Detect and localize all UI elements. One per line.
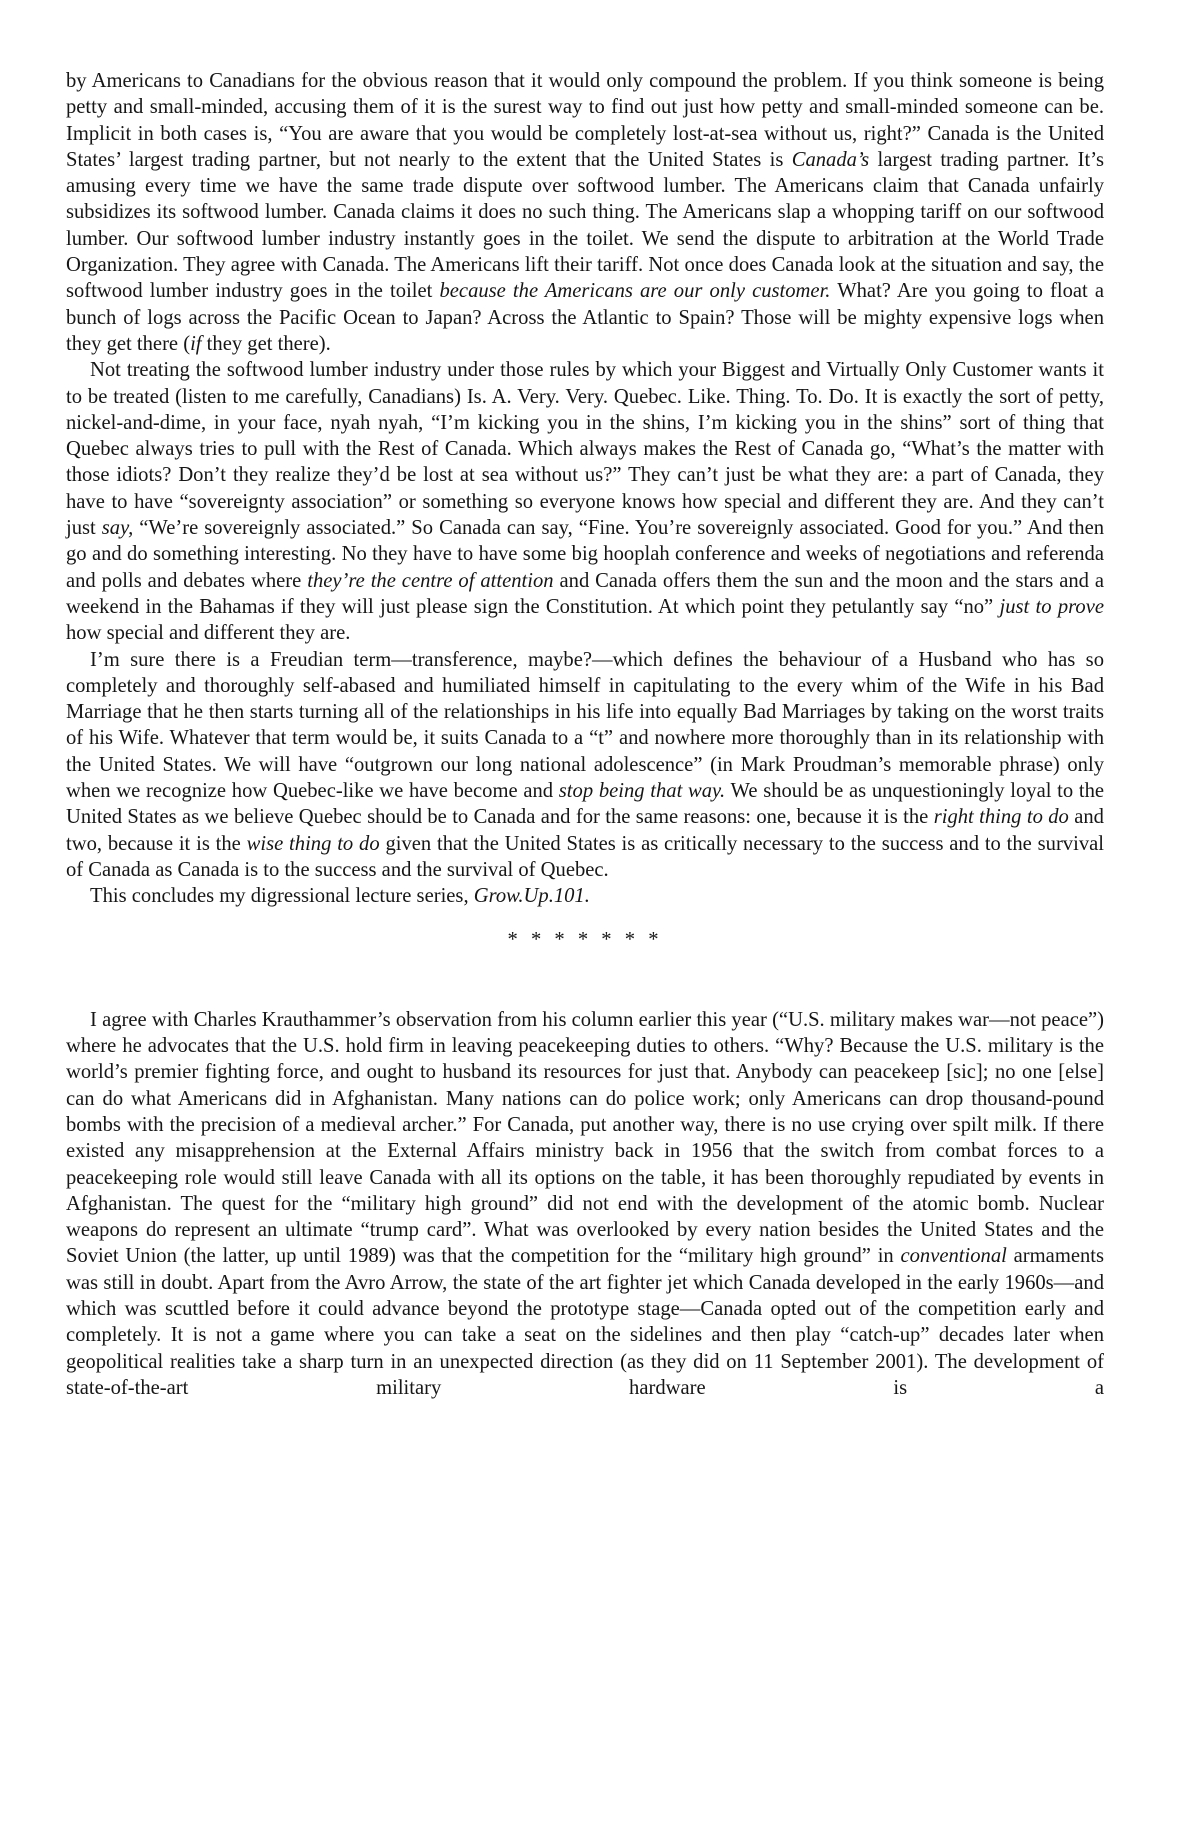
paragraph [66, 357, 1104, 646]
text-run: “We’re sovereignly associated.” So Canada can say, “Fine. You’re sovereignly associated. Good for you.” And then go and do something interesting. No they have to have some big hooplah conference and weeks of negotiations and referenda and polls and debates where [66, 517, 1105, 592]
text-run: and Canada offers them the sun and the moon and the stars and a weekend in the Bahamas if they will just please sign the Constitution. At which point they petulantly say “no” [66, 569, 1105, 618]
text-run: I agree with Charles Krauthammer’s observation from his column earlier this year (“U.S. military makes war—not peace”) where he advocates that the U.S. hold firm in leaving peacekeeping duties to others. “Why? Because the U.S. military is the world’s premier fighting force, and ought to husband its resources for just that. Anybody can peacekeep [sic]; no one [else] can do what Americans did in Afghanistan. Many nations can do police work; only Americans can drop thousand-pound bombs with the precision of a medieval archer.” For Canada, put another way, there is no use crying over spilt milk. If there existed any misapprehension at the External Affairs ministry back in 1956 that the switch from combat forces to a peacekeeping role would still leave Canada with all its options on the table, it has been thoroughly repudiated by events in Afghanistan. The quest for the “military high ground” did not end with the development of the atomic bomb. Nuclear weapons do represent an ultimate “trump card”. What was overlooked by every nation besides the United States and the Soviet Union (the latter, up until 1989) was that the competition for the “military high ground” in [66, 1008, 1104, 1268]
text-run: armaments was still in doubt. Apart from the Avro Arrow, the state of the art fighter jet which Canada developed in the early 1960s—and which was scuttled before it could advance beyond the prototype stage—Canada opted out of the competition early and completely. It is not a game where you can take a seat on the sidelines and then play “catch-up” decades later when geopolitical realities take a sharp turn in an unexpected direction (as they did on 11 September 2001). The development of state-of-the-art military hardware is a [66, 1245, 1105, 1399]
section-separator: * * * * * * * [507, 928, 663, 951]
text-run: largest trading partner. It’s amusing every time we have the same trade dispute over softwood lumber. The Americans claim that Canada unfairly subsidizes its softwood lumber. Canada claims it does no such thing. The Americans slap a whopping tariff on our softwood lumber. Our softwood lumber industry instantly goes in the toilet. We send the dispute to arbitration at the World Trade Organization. They agree with Canada. The Americans lift their tariff. Not once does Canada look at the situation and say, the softwood lumber industry goes in the toilet [66, 148, 1104, 303]
document-page [66, 68, 1104, 1401]
italic-text: Canada’s [791, 148, 870, 171]
italic-text: they’re the centre of attention [307, 569, 554, 592]
paragraph [66, 647, 1104, 884]
text-run: given that the United States is as critically necessary to the success and to the survival of Canada as Canada is to the success and the survival of Quebec. [66, 832, 1104, 881]
italic-text: wise thing to do [246, 832, 380, 855]
text-run: We should be as unquestioningly loyal to the United States as we believe Quebec should be to Canada and for the same reasons: one, because it is the [66, 780, 1105, 829]
text-run: I’m sure there is a Freudian term—transference, maybe?—which defines the behaviour of a Husband who has so completely and thoroughly self-abased and humiliated himself in capitulating to the every whim of the Wife in his Bad Marriage that he then starts turning all of the relationships in his life into equally Bad Marriages by taking on the worst traits of his Wife. Whatever that term would be, it suits Canada to a “t” and nowhere more thoroughly than in its relationship with the United States. We will have “outgrown our long national adolescence” (in Mark Proudman’s memorable phrase) only when we recognize how Quebec-like we have become and [66, 648, 1104, 803]
italic-text: just to prove [999, 595, 1104, 618]
text-run: This concludes my digressional lecture series, [90, 885, 474, 908]
text-run: and two, because it is the [66, 806, 1104, 855]
italic-text: say, [101, 517, 134, 540]
text-run: how special and different they are. [66, 622, 351, 645]
italic-text: conventional [900, 1245, 1007, 1268]
paragraph [66, 1007, 1104, 1401]
italic-text: because the Americans are our only customer. [439, 280, 831, 303]
italic-text: right thing to do [933, 806, 1069, 829]
italic-text: Grow.Up.101. [473, 885, 590, 908]
text-run: by Americans to Canadians for the obvious reason that it would only compound the problem. If you think someone is being petty and small-minded, accusing them of it is the surest way to find out just how petty and small-minded someone can be. Implicit in both cases is, “You are aware that you would be completely lost-at-sea without us, right?” Canada is the United States’ largest trading partner, but not nearly to the extent that the United States is [66, 70, 1104, 171]
paragraph [66, 883, 1104, 909]
text-run: What? Are you going to float a bunch of logs across the Pacific Ocean to Japan? Across the Atlantic to Spain? Those will be mighty expensive logs when they get there ( [66, 280, 1104, 355]
text-run: Not treating the softwood lumber industry under those rules by which your Biggest and Virtually Only Customer wants it to be treated (listen to me carefully, Canadians) Is. A. Very. Very. Quebec. Like. Thing. To. Do. It is exactly the sort of petty, nickel-and-dime, in your face, nyah nyah, “I’m kicking you in the shins, I’m kicking you in the shins” sort of thing that Quebec always tries to pull with the Rest of Canada. Which always makes the Rest of Canada go, “What’s the matter with those idiots? Don’t they realize they’d be lost at sea without us?” They can’t just be what they are: a part of Canada, they have to have “sovereignty association” or something so everyone knows how special and different they are. And they can’t just [66, 359, 1104, 540]
paragraph [66, 68, 1104, 357]
italic-text: if [190, 332, 202, 355]
text-run: they get there). [201, 332, 331, 355]
italic-text: stop being that way. [558, 780, 726, 803]
